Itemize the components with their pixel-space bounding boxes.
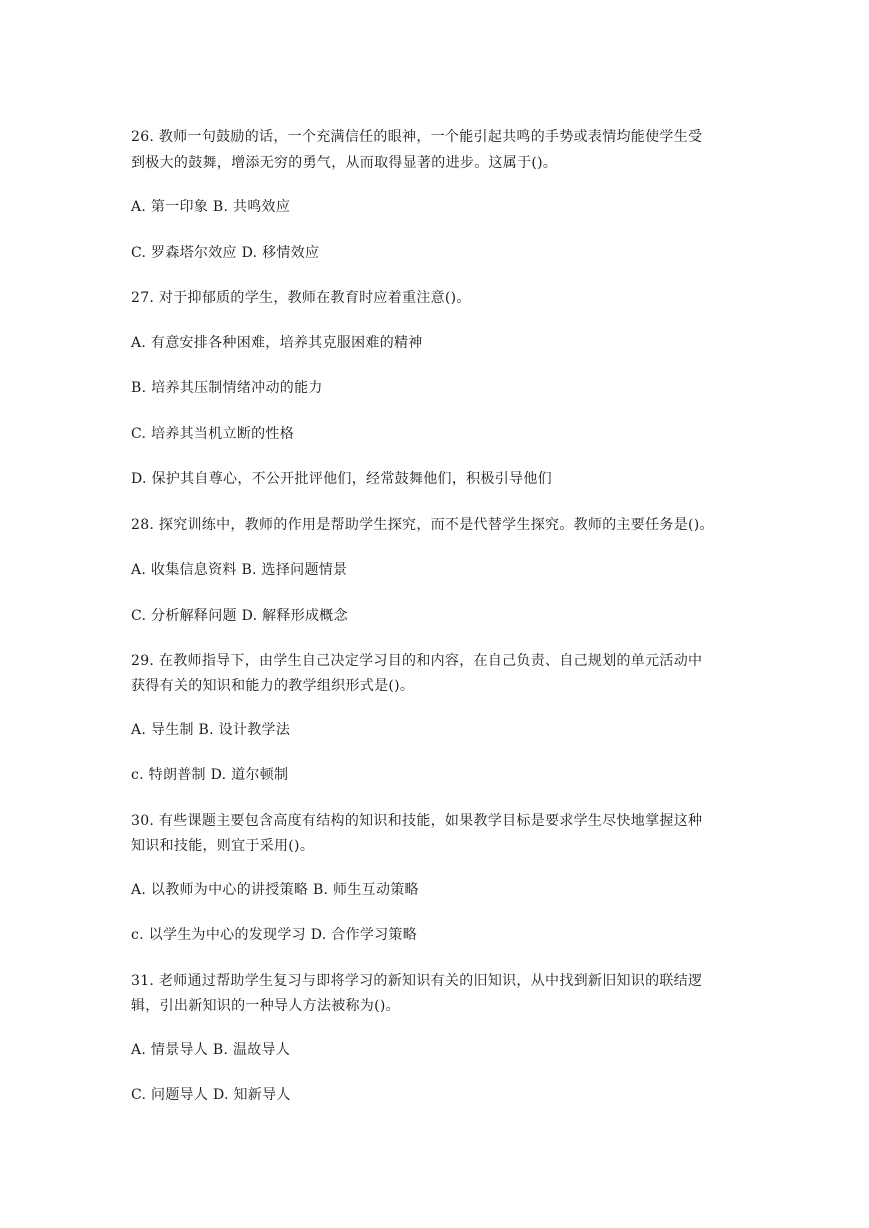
question-30-stem-line-1: 30. 有些课题主要包含高度有结构的知识和技能，如果教学目标是要求学生尽快地掌握这种 (131, 813, 703, 829)
question-27-option-b: B. 培养其压制情绪冲动的能力 (131, 380, 323, 396)
question-30-stem-line-2: 知识和技能，则宜于采用()。 (131, 838, 315, 854)
question-27-option-c: C. 培养其当机立断的性格 (131, 426, 295, 442)
question-29-stem-line-1: 29. 在教师指导下，由学生自己决定学习目的和内容，在自己负责、自己规划的单元活动中 (131, 653, 703, 669)
question-28-stem-line-1: 28. 探究训练中，教师的作用是帮助学生探究，而不是代替学生探究。教师的主要任务是()。 (131, 517, 714, 533)
question-30-option-cd: c. 以学生为中心的发现学习 D. 合作学习策略 (131, 927, 418, 943)
question-31-option-ab: A. 情景导人 B. 温故导人 (131, 1042, 291, 1058)
question-31-stem-line-2: 辑，引出新知识的一种导人方法被称为()。 (131, 998, 400, 1014)
question-28-option-cd: C. 分析解释问题 D. 解释形成概念 (131, 608, 348, 624)
question-27-stem-line-1: 27. 对于抑郁质的学生，教师在教育时应着重注意()。 (131, 290, 471, 306)
question-26-stem-line-2: 到极大的鼓舞，增添无穷的勇气，从而取得显著的进步。这属于()。 (131, 155, 558, 171)
question-27-option-a: A. 有意安排各种困难，培养其克服困难的精神 (131, 335, 423, 351)
question-29-stem-line-2: 获得有关的知识和能力的教学组织形式是()。 (131, 678, 415, 694)
question-31-option-cd: C. 问题导人 D. 知新导人 (131, 1087, 291, 1103)
question-31-stem-line-1: 31. 老师通过帮助学生复习与即将学习的新知识有关的旧知识，从中找到新旧知识的联结逻 (131, 973, 703, 989)
question-30-option-ab: A. 以教师为中心的讲授策略 B. 师生互动策略 (131, 882, 419, 898)
question-29-option-ab: A. 导生制 B. 设计教学法 (131, 722, 291, 738)
question-26-option-cd: C. 罗森塔尔效应 D. 移情效应 (131, 245, 320, 261)
question-26-stem-line-1: 26. 教师一句鼓励的话，一个充满信任的眼神，一个能引起共鸣的手势或表情均能使学生受 (131, 129, 703, 145)
question-29-option-cd: c. 特朗普制 D. 道尔顿制 (131, 767, 289, 783)
question-28-option-ab: A. 收集信息资料 B. 选择问题情景 (131, 562, 348, 578)
question-26-option-ab: A. 第一印象 B. 共鸣效应 (131, 199, 291, 215)
question-27-option-d: D. 保护其自尊心，不公开批评他们，经常鼓舞他们，积极引导他们 (131, 471, 552, 487)
